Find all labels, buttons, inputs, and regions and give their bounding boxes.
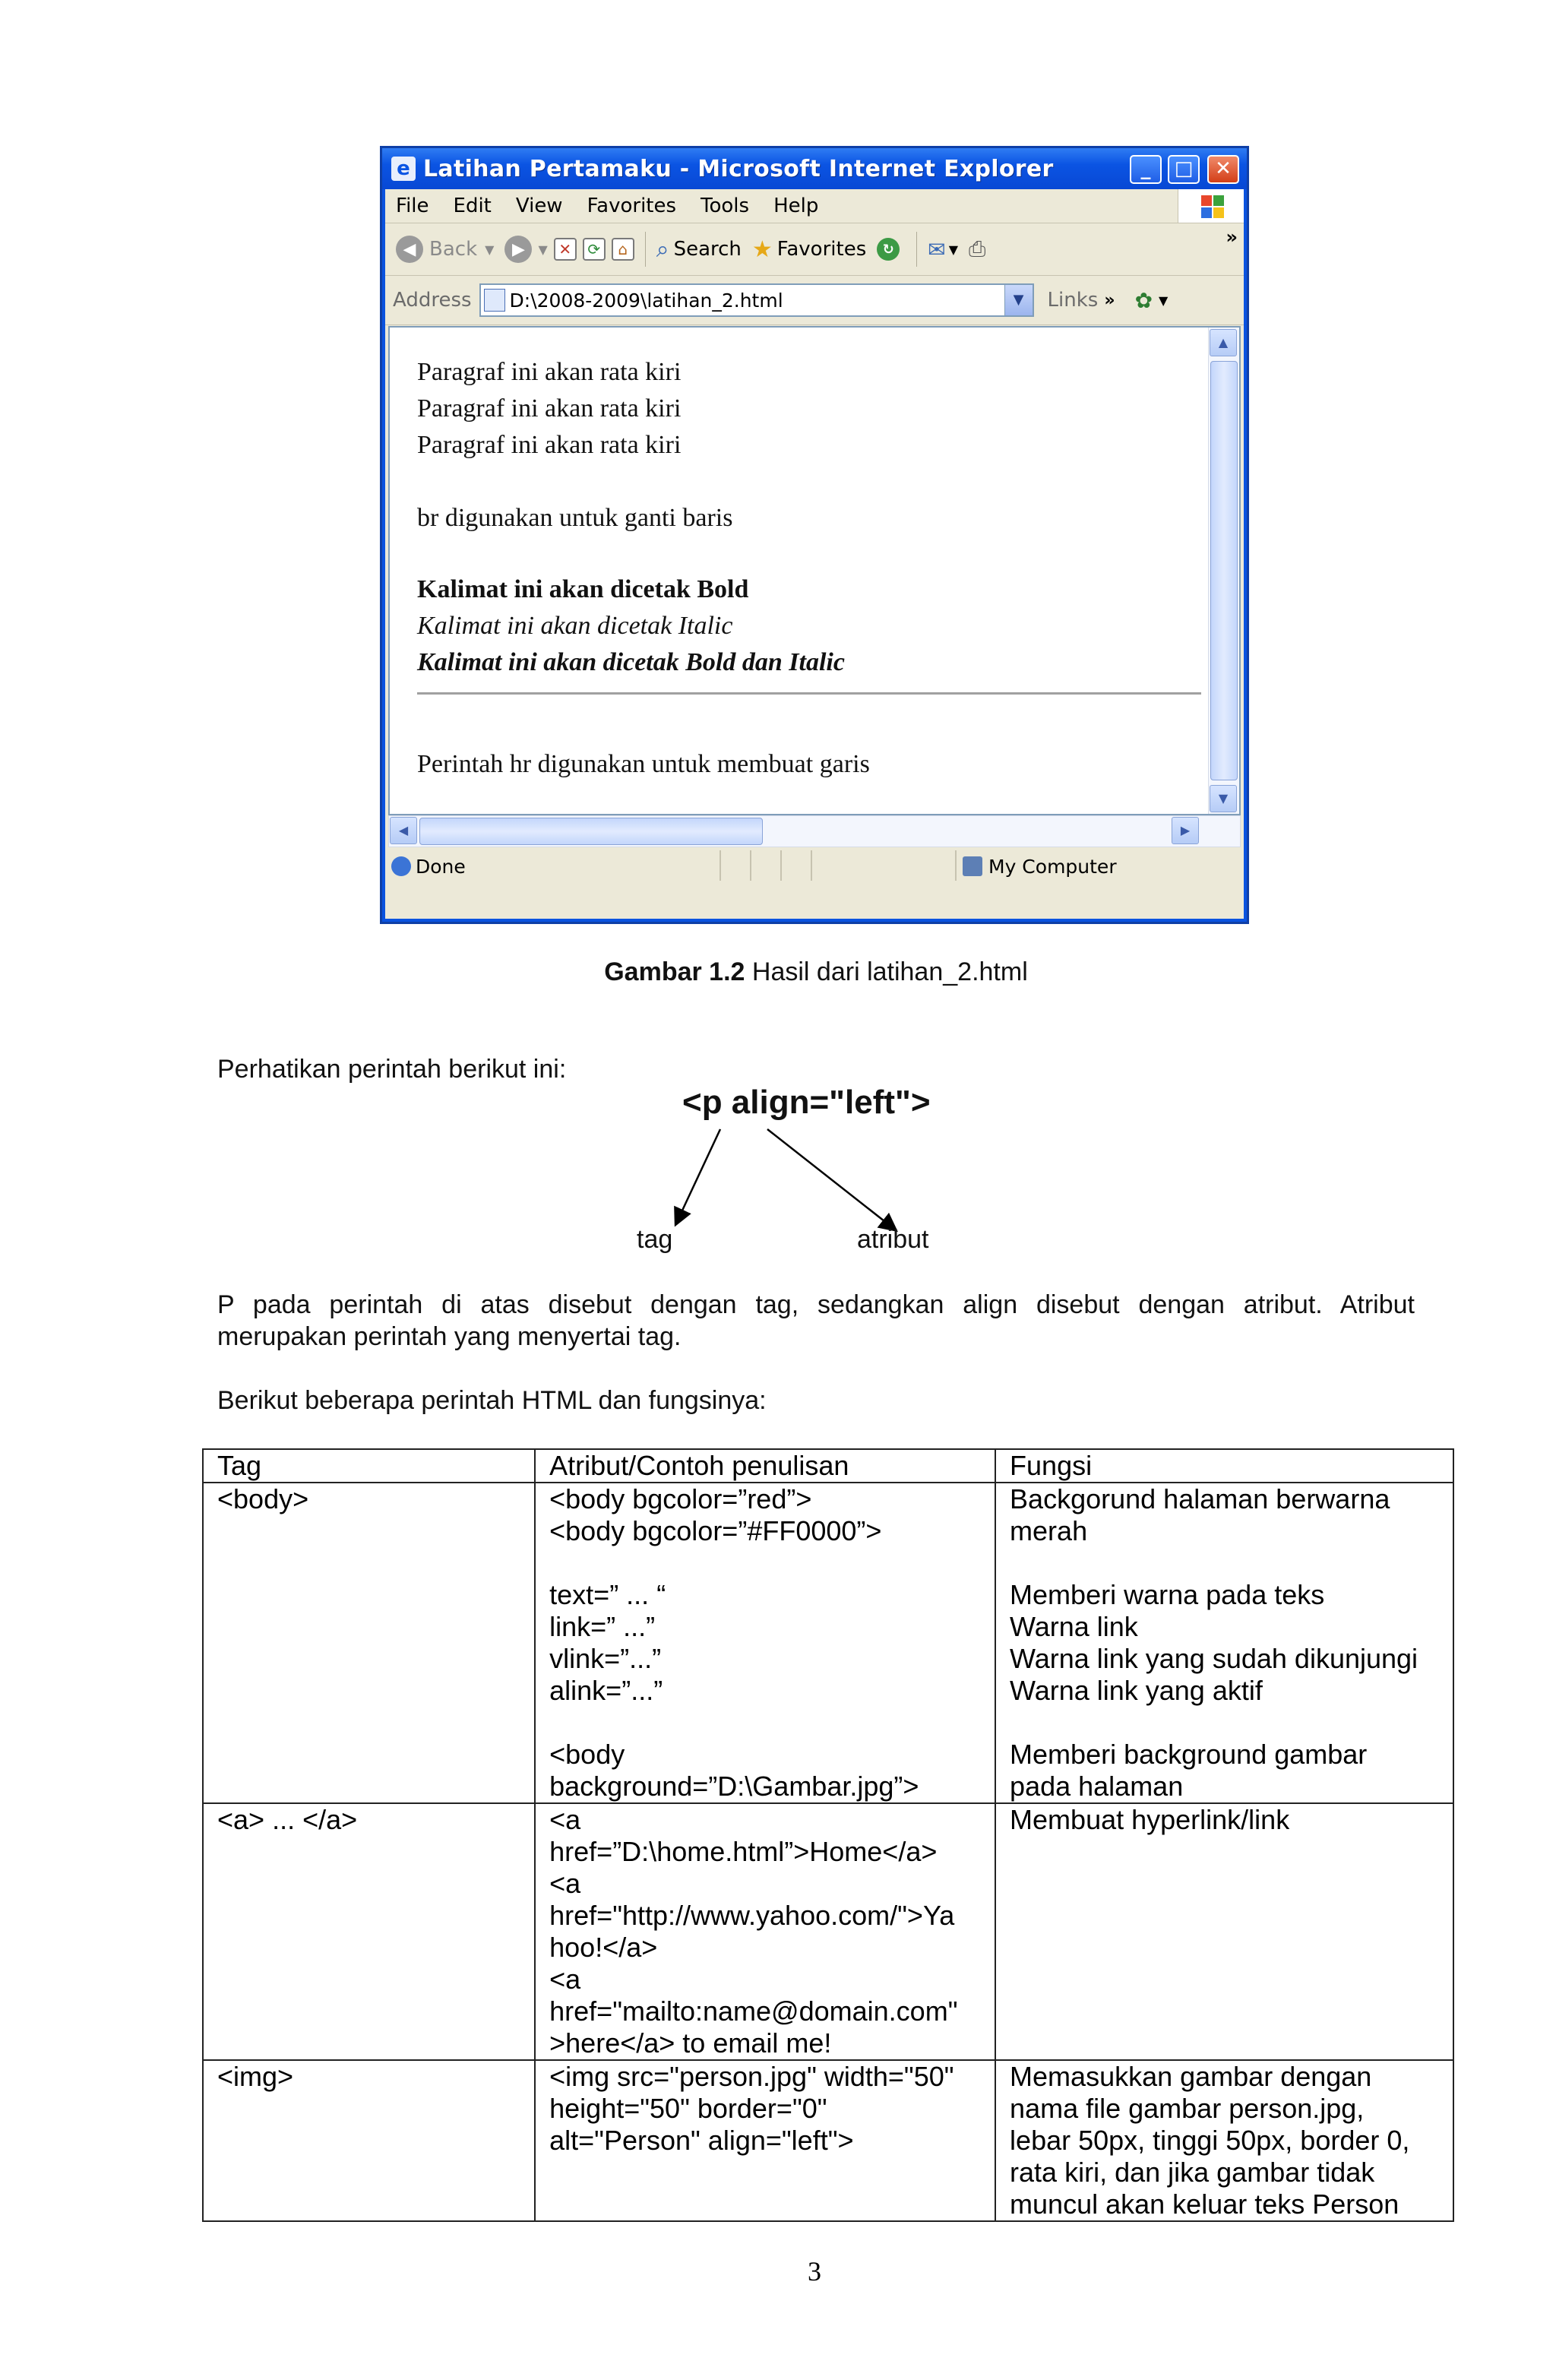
forward-button[interactable]	[504, 236, 547, 263]
cell-spacer	[549, 1547, 981, 1579]
computer-icon	[963, 856, 982, 876]
cell-line: vlink=”...”	[549, 1643, 662, 1674]
cell-spacer	[1010, 1547, 1439, 1579]
arrow-to-attribute	[767, 1129, 895, 1230]
address-dropdown-icon[interactable]: ▼	[1004, 285, 1033, 315]
menu-favorites[interactable]: Favorites	[587, 195, 677, 217]
cell-line: href="http://www.yahoo.com/">Ya	[549, 1900, 955, 1931]
forward-arrow-icon: ▶	[504, 236, 532, 263]
cell-line: <body	[549, 1739, 625, 1770]
messenger-dropdown-icon[interactable]: ▼	[1159, 293, 1169, 308]
cell-spacer	[1010, 1707, 1439, 1739]
cell-tag: <body>	[203, 1483, 535, 1803]
browser-chrome	[385, 189, 1244, 919]
back-label: Back	[429, 238, 478, 261]
address-label: Address	[393, 289, 472, 312]
horizontal-scroll-thumb[interactable]	[419, 818, 763, 845]
scroll-down-icon[interactable]: ▼	[1210, 785, 1237, 812]
forward-dropdown-icon: ▼	[538, 242, 548, 257]
page-viewport	[388, 326, 1241, 815]
favorites-button[interactable]	[752, 236, 866, 263]
cell-line: Memberi warna pada teks	[1010, 1579, 1325, 1610]
html-reference-table	[202, 1448, 1454, 2222]
table-row	[203, 1483, 1453, 1803]
mail-icon: ✉	[928, 236, 946, 262]
cell-line: Warna link yang sudah dikunjungi	[1010, 1643, 1418, 1674]
menu-file[interactable]: File	[396, 195, 429, 217]
print-icon: ⎙	[969, 236, 986, 261]
paragraph-left-1: Paragraf ini akan rata kiri	[417, 358, 682, 386]
close-button[interactable]: ✕	[1207, 155, 1239, 184]
page-status-icon	[391, 856, 411, 876]
cell-line: <a	[549, 1964, 581, 1995]
cell-line: alt="Person" align="left">	[549, 2125, 854, 2156]
window-title: Latihan Pertamaku - Microsoft Internet Explorer	[423, 155, 1054, 182]
explanation-line-2: merupakan perintah yang menyertai tag.	[217, 1322, 682, 1351]
search-button[interactable]	[656, 236, 742, 263]
cell-line: height="50" border="0"	[549, 2093, 827, 2124]
vertical-scroll-thumb[interactable]	[1210, 361, 1238, 780]
hr-paragraph: Perintah hr digunakan untuk membuat garis	[417, 750, 870, 778]
print-button[interactable]	[969, 236, 985, 262]
links-label[interactable]: Links	[1047, 289, 1099, 312]
mail-dropdown-icon: ▼	[948, 242, 959, 257]
cell-line: <a	[549, 1804, 581, 1835]
menu-bar	[385, 189, 1244, 223]
toolbar-separator	[916, 232, 917, 267]
cell-line: merah	[1010, 1515, 1088, 1546]
address-input[interactable]	[479, 283, 1034, 317]
cell-line: Warna link	[1010, 1611, 1138, 1642]
figure-caption	[0, 956, 1556, 988]
cell-line: Memasukkan gambar dengan	[1010, 2061, 1372, 2092]
cell-line: Warna link yang aktif	[1010, 1675, 1263, 1706]
search-icon: ⌕	[656, 236, 669, 263]
browser-window	[380, 146, 1249, 924]
links-overflow-icon[interactable]: »	[1104, 290, 1115, 310]
cell-spacer	[549, 1707, 981, 1739]
br-paragraph: br digunakan untuk ganti baris	[417, 504, 733, 532]
menu-view[interactable]: View	[515, 195, 563, 217]
back-arrow-icon: ◀	[396, 236, 423, 263]
history-icon: ↻	[877, 238, 900, 261]
cell-attribute	[535, 1803, 995, 2060]
rendered-page	[405, 328, 1201, 814]
menu-edit[interactable]: Edit	[453, 195, 492, 217]
standard-toolbar	[385, 223, 1244, 276]
status-text: Done	[416, 855, 466, 878]
cell-line: nama file gambar person.jpg,	[1010, 2093, 1365, 2124]
header-function: Fungsi	[995, 1449, 1453, 1483]
caption-text: Hasil dari latihan_2.html	[751, 957, 1028, 986]
address-value: D:\2008-2009\latihan_2.html	[509, 289, 783, 312]
paragraph-left-2: Paragraf ini akan rata kiri	[417, 394, 682, 423]
star-icon: ★	[751, 236, 773, 263]
horizontal-rule	[417, 692, 1201, 695]
bold-italic-text: Kalimat ini akan dicetak Bold dan Italic	[417, 648, 845, 676]
vertical-scrollbar[interactable]	[1208, 328, 1239, 814]
cell-line: >here</a> to email me!	[549, 2027, 832, 2059]
table-row	[203, 2060, 1453, 2221]
cell-line: Membuat hyperlink/link	[1010, 1804, 1290, 1835]
cell-attribute	[535, 2060, 995, 2221]
cell-line: Backgorund halaman berwarna	[1010, 1483, 1390, 1514]
cell-line: hoo!</a>	[549, 1932, 658, 1963]
bold-text: Kalimat ini akan dicetak Bold	[417, 575, 749, 603]
caption-label: Gambar 1.2	[604, 957, 745, 986]
table-intro: Berikut beberapa perintah HTML dan fungsinya:	[217, 1386, 767, 1415]
status-divider	[955, 850, 957, 881]
cell-line: alink=”...”	[549, 1675, 663, 1706]
search-label: Search	[673, 238, 742, 261]
cell-line: href=”D:\home.html”>Home</a>	[549, 1836, 938, 1867]
table-header-row	[203, 1449, 1453, 1483]
favorites-label: Favorites	[776, 238, 867, 261]
status-divider	[750, 850, 751, 881]
cell-line: link=” ...”	[549, 1611, 656, 1642]
stop-icon[interactable]: ✕	[554, 238, 577, 261]
cell-line: <body bgcolor=”#FF0000”>	[549, 1515, 882, 1546]
tag-label: tag	[637, 1225, 673, 1254]
scroll-right-icon[interactable]: ▶	[1172, 817, 1199, 844]
cell-line: Memberi background gambar	[1010, 1739, 1368, 1770]
intro-text: Perhatikan perintah berikut ini:	[217, 1055, 567, 1084]
status-divider	[811, 850, 812, 881]
italic-text: Kalimat ini akan dicetak Italic	[417, 612, 733, 640]
scroll-up-icon[interactable]: ▲	[1210, 329, 1237, 356]
header-attribute: Atribut/Contoh penulisan	[535, 1449, 995, 1483]
status-bar	[388, 847, 1241, 885]
paragraph-left-3: Paragraf ini akan rata kiri	[417, 431, 682, 459]
arrow-to-tag	[676, 1129, 720, 1223]
back-dropdown-icon: ▼	[485, 242, 495, 257]
toolbar-overflow-icon[interactable]: »	[1226, 226, 1238, 248]
ie-icon: e	[391, 157, 416, 181]
cell-line: lebar 50px, tinggi 50px, border 0,	[1010, 2125, 1410, 2156]
cell-line: muncul akan keluar teks Person	[1010, 2189, 1399, 2220]
cell-line: text=” ... “	[549, 1579, 666, 1610]
explanation-line-1: P pada perintah di atas disebut dengan tag, sedangkan align disebut dengan atribut. Atribut	[217, 1290, 1415, 1319]
address-bar	[385, 276, 1244, 325]
cell-line: background=”D:\Gambar.jpg”>	[549, 1771, 919, 1802]
back-button[interactable]	[396, 236, 494, 263]
history-button[interactable]	[877, 238, 906, 261]
messenger-icon[interactable]: ✿	[1134, 287, 1153, 313]
page-number: 3	[808, 2256, 821, 2287]
status-divider	[780, 850, 782, 881]
maximize-button[interactable]: □	[1168, 155, 1200, 184]
cell-tag: <a> ... </a>	[203, 1803, 535, 2060]
header-tag: Tag	[203, 1449, 535, 1483]
menu-help[interactable]: Help	[773, 195, 819, 217]
attribute-label: atribut	[857, 1225, 929, 1254]
menu-tools[interactable]: Tools	[701, 195, 750, 217]
windows-logo-icon	[1178, 189, 1244, 223]
cell-function	[995, 2060, 1453, 2221]
cell-tag: <img>	[203, 2060, 535, 2221]
cell-function	[995, 1803, 1453, 2060]
mail-button[interactable]	[928, 237, 958, 262]
zone-text: My Computer	[988, 855, 1117, 878]
minimize-button[interactable]: _	[1130, 155, 1162, 184]
cell-line: rata kiri, dan jika gambar tidak	[1010, 2157, 1375, 2188]
cell-line: href="mailto:name@domain.com"	[549, 1995, 958, 2027]
cell-function	[995, 1483, 1453, 1803]
cell-attribute	[535, 1483, 995, 1803]
title-bar	[382, 148, 1247, 189]
toolbar-separator	[645, 232, 646, 267]
cell-line: <img src="person.jpg" width="50"	[549, 2061, 954, 2092]
scroll-left-icon[interactable]: ◀	[390, 817, 417, 844]
status-divider	[719, 850, 721, 881]
cell-line: <a	[549, 1868, 581, 1899]
refresh-icon[interactable]: ⟳	[583, 238, 606, 261]
table-row	[203, 1803, 1453, 2060]
code-example: <p align="left">	[682, 1084, 931, 1121]
page-icon	[484, 289, 505, 312]
home-icon[interactable]: ⌂	[612, 238, 634, 261]
cell-line: pada halaman	[1010, 1771, 1184, 1802]
cell-line: <body bgcolor=”red”>	[549, 1483, 812, 1514]
horizontal-scrollbar[interactable]	[388, 815, 1241, 847]
